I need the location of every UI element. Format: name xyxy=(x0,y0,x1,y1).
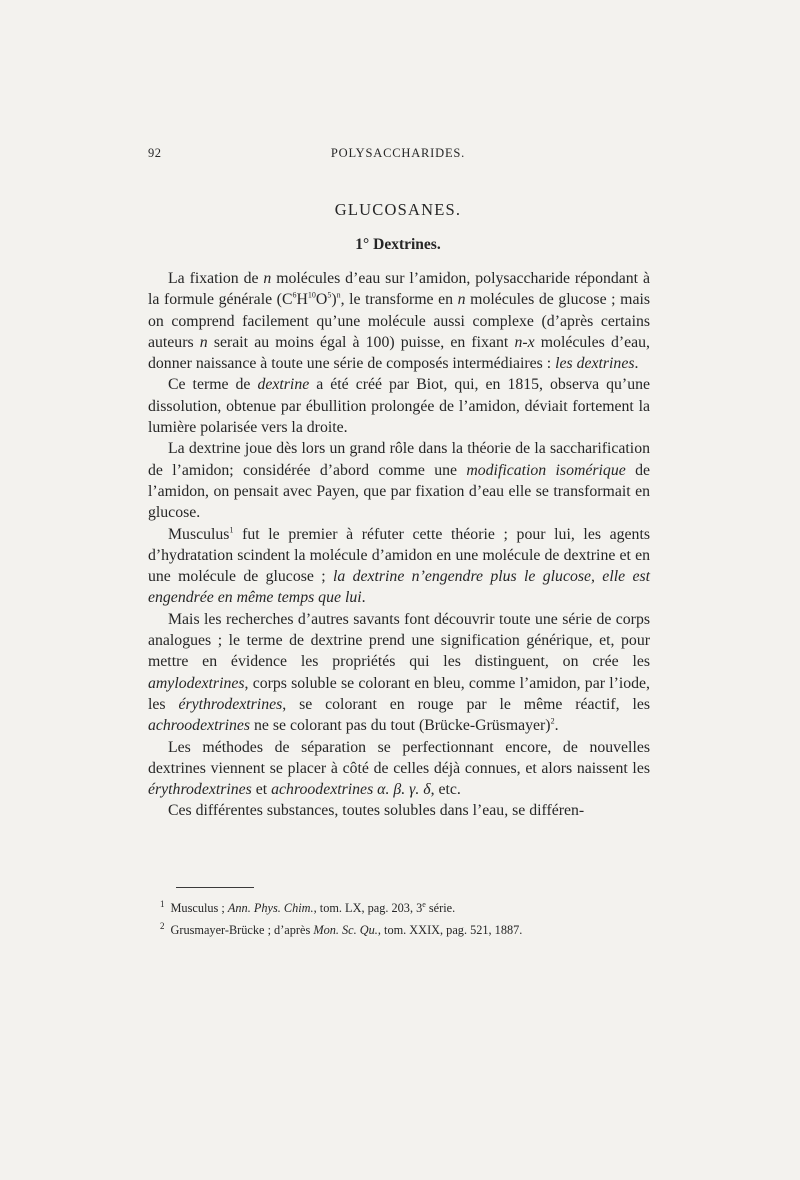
body-text xyxy=(148,268,650,822)
page-number: 92 xyxy=(148,146,162,160)
footnote-divider xyxy=(176,887,254,888)
paragraph-6: Les méthodes de séparation se perfectionnant encore, de nouvelles dextrines viennent se placer à côté de celles déjà connues, et alors naissent les érythrodextrines et achroodextrines α. β. γ. δ, etc. xyxy=(148,738,650,799)
paragraph-7: Ces différentes substances, toutes solubles dans l’eau, se différen- xyxy=(168,802,585,820)
paragraph-4: Musculus$^1$ fut le premier à réfuter cette théorie ; pour lui, les agents d’hydratation scindent la molécule d’amidon en une molécule de dextrine et en une molécule de glucose ; la dextrine n’engendre plus le glucose, elle est engendrée en même temps que lui. xyxy=(148,525,650,607)
paragraph-1: La fixation de n molécules d’eau sur l’amidon, polysaccharide répondant à la formule générale $(C^6H^{10}O^5)^n$, le transforme en n molécules de glucose ; mais on comprend facilement qu’une molécule aussi complexe (d’après certains auteurs n serait au moins égal à 100) puisse, en fixant n-x molécules d’eau, donner naissance à toute une série de composés intermédiaires : les dextrines. xyxy=(148,270,650,373)
footnotes xyxy=(148,897,668,941)
running-head xyxy=(148,146,648,164)
paragraph-2: Ce terme de dextrine a été créé par Biot, qui, en 1815, observa qu’une dissolution, obtenue par ébullition prolongée de l’amidon, déviait fortement la lumière polarisée vers la droite. xyxy=(148,376,651,437)
section-title: GLUCOSANES. xyxy=(334,200,462,219)
footnote-1: $^1$ Musculus ; Ann. Phys. Chim., tom. LX, pag. 203, 3e série. xyxy=(160,898,456,915)
running-title: POLYSACCHARIDES. xyxy=(330,146,466,160)
footnote-2: $^2$ Grusmayer-Brücke ; d’après Mon. Sc. Qu., tom. XXIX, pag. 521, 1887. xyxy=(160,920,523,937)
footnote-ref-2: 2 xyxy=(550,716,555,726)
paragraph-3: La dextrine joue dès lors un grand rôle dans la théorie de la saccharification de l’amidon; considérée d’abord comme une modification isomérique de l’amidon, on pensait avec Payen, que par fixation d’eau elle se transformait en glucose. xyxy=(148,440,650,522)
subsection-title: 1° Dextrines. xyxy=(355,236,441,253)
footnote-ref-1: 1 xyxy=(229,525,234,535)
paragraph-5: Mais les recherches d’autres savants font découvrir toute une série de corps analogues ; le terme de dextrine prend une signification générique, et, pour mettre en évidence les propriétés qui les distinguent, on crée les amylodextrines, corps soluble se colorant en bleu, comme l’amidon, par l’iode, les érythrodextrines, se colorant en rouge par le même réactif, les achroodextrines ne se colorant pas du tout (Brücke-Grüsmayer)$^2$. xyxy=(148,610,650,735)
